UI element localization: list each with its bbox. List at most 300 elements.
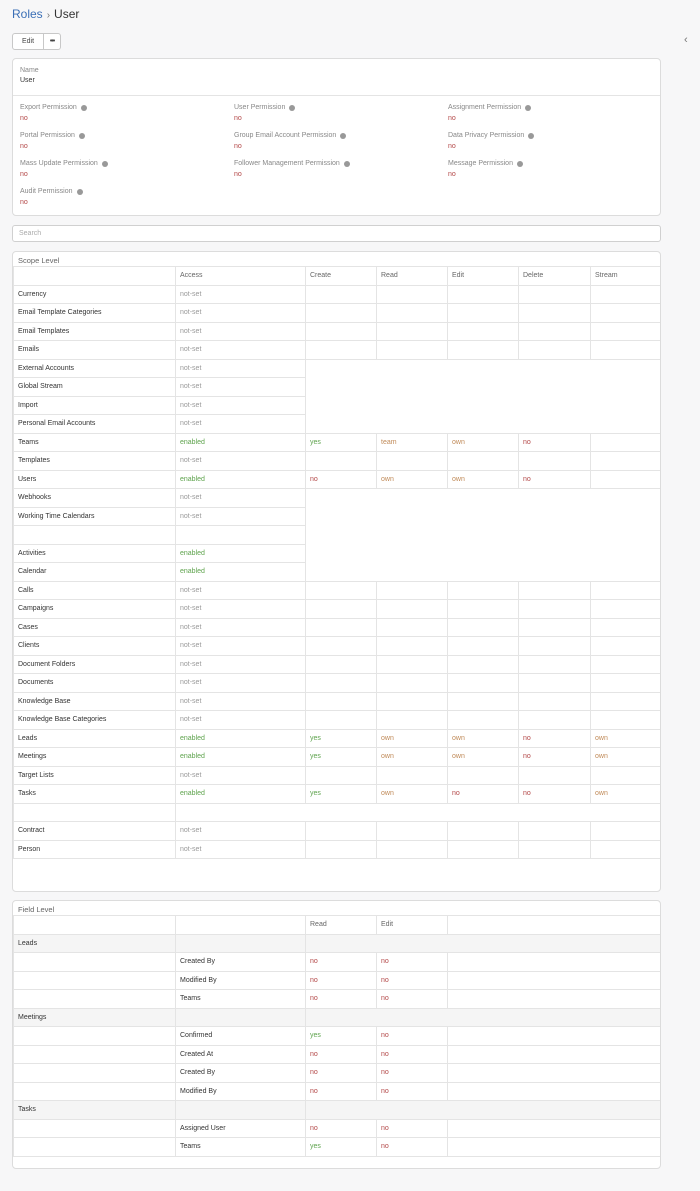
- permission-label-text: Data Privacy Permission: [448, 132, 525, 139]
- permission-label-text: Export Permission: [20, 104, 77, 111]
- field-entity-row: [14, 1101, 662, 1120]
- permission-value: no: [20, 115, 28, 122]
- scope-merged-cell: [306, 489, 662, 582]
- scope-level-cell[interactable]: [306, 322, 377, 341]
- scope-name: External Accounts: [14, 359, 176, 378]
- scope-level-cell[interactable]: own: [591, 785, 662, 804]
- scope-level-cell[interactable]: own: [377, 785, 448, 804]
- scope-name: Target Lists: [14, 766, 176, 785]
- field-edit-cell[interactable]: no: [377, 990, 448, 1009]
- scope-access[interactable]: enabled: [176, 544, 306, 563]
- field-row: [14, 953, 662, 972]
- permission-value: no: [234, 143, 242, 150]
- info-icon[interactable]: [517, 161, 523, 167]
- scope-level-cell[interactable]: [306, 766, 377, 785]
- scope-row: [14, 433, 662, 452]
- scope-level-cell[interactable]: [448, 692, 519, 711]
- scope-level-cell[interactable]: [591, 433, 662, 452]
- field-edit-cell[interactable]: no: [377, 1045, 448, 1064]
- scope-access[interactable]: not-set: [176, 600, 306, 619]
- scope-merged-cell: [306, 359, 662, 433]
- info-icon[interactable]: [528, 133, 534, 139]
- field-row-filler: [448, 1064, 662, 1083]
- field-indent-cell: [14, 971, 176, 990]
- info-icon[interactable]: [77, 189, 83, 195]
- scope-level-cell[interactable]: [591, 452, 662, 471]
- scope-level-cell[interactable]: own: [591, 729, 662, 748]
- scope-access[interactable]: not-set: [176, 378, 306, 397]
- scope-level-cell[interactable]: [591, 304, 662, 323]
- field-row-filler: [448, 1119, 662, 1138]
- permission-label: [20, 188, 83, 195]
- info-icon[interactable]: [289, 105, 295, 111]
- scope-name: Webhooks: [14, 489, 176, 508]
- field-column-header: Edit: [377, 916, 448, 935]
- scope-level-cell[interactable]: [591, 692, 662, 711]
- scope-level-cell[interactable]: [448, 452, 519, 471]
- permission-item: [448, 160, 523, 178]
- scope-access[interactable]: enabled: [176, 470, 306, 489]
- scope-name: Cases: [14, 618, 176, 637]
- field-edit-cell[interactable]: no: [377, 1082, 448, 1101]
- scope-level-cell[interactable]: [448, 285, 519, 304]
- scope-column-header: Read: [377, 267, 448, 286]
- scope-level-cell[interactable]: [519, 711, 591, 730]
- scope-row: [14, 452, 662, 471]
- scope-level-title: Scope Level: [18, 256, 60, 265]
- scope-access[interactable]: not-set: [176, 637, 306, 656]
- scope-row: [14, 285, 662, 304]
- permission-item: [234, 104, 295, 122]
- scope-level-cell[interactable]: [377, 322, 448, 341]
- scope-level-cell[interactable]: [591, 322, 662, 341]
- breadcrumb-roles-link[interactable]: Roles: [12, 7, 43, 21]
- scope-access[interactable]: not-set: [176, 452, 306, 471]
- field-edit-cell[interactable]: no: [377, 971, 448, 990]
- scope-level-cell[interactable]: own: [377, 729, 448, 748]
- permission-label-text: Assignment Permission: [448, 104, 522, 111]
- scope-access[interactable]: not-set: [176, 822, 306, 841]
- scope-row: [14, 581, 662, 600]
- info-icon[interactable]: [81, 105, 87, 111]
- scope-level-cell[interactable]: [306, 711, 377, 730]
- scope-name: Email Template Categories: [14, 304, 176, 323]
- permission-item: [234, 132, 346, 150]
- field-name: Confirmed: [176, 1027, 306, 1046]
- scope-level-cell[interactable]: [519, 692, 591, 711]
- field-read-cell[interactable]: no: [306, 1082, 377, 1101]
- scope-level-cell[interactable]: [519, 618, 591, 637]
- scope-name: Contract: [14, 822, 176, 841]
- scope-level-cell[interactable]: [306, 304, 377, 323]
- scope-access[interactable]: enabled: [176, 433, 306, 452]
- scope-header-row: [14, 267, 662, 286]
- field-name: Created At: [176, 1045, 306, 1064]
- scope-name: Email Templates: [14, 322, 176, 341]
- search-input[interactable]: Search: [12, 225, 661, 242]
- permission-label: [234, 132, 346, 139]
- info-icon[interactable]: [525, 105, 531, 111]
- scope-name: Knowledge Base Categories: [14, 711, 176, 730]
- scope-level-cell[interactable]: no: [519, 470, 591, 489]
- field-name: Modified By: [176, 1082, 306, 1101]
- scope-level-cell[interactable]: [377, 711, 448, 730]
- scope-access[interactable]: not-set: [176, 304, 306, 323]
- scope-name: Person: [14, 840, 176, 859]
- field-header-row: [14, 916, 662, 935]
- breadcrumb: [12, 7, 79, 21]
- scope-level-cell[interactable]: [377, 655, 448, 674]
- field-row: [14, 1138, 662, 1157]
- scope-row: [14, 470, 662, 489]
- scope-level-cell[interactable]: [448, 341, 519, 360]
- field-entity-name: Tasks: [14, 1101, 176, 1120]
- scope-level-cell[interactable]: [448, 711, 519, 730]
- scope-level-cell[interactable]: [306, 637, 377, 656]
- scope-level-cell[interactable]: [377, 692, 448, 711]
- chevron-left-icon[interactable]: ‹: [684, 34, 688, 46]
- field-entity-cell: [176, 1101, 306, 1120]
- scope-level-cell[interactable]: [377, 581, 448, 600]
- more-actions-button[interactable]: •••: [44, 33, 61, 50]
- scope-level-cell[interactable]: [377, 840, 448, 859]
- scope-level-table: [13, 266, 661, 859]
- field-row-filler: [448, 953, 662, 972]
- scope-column-header: Create: [306, 267, 377, 286]
- scope-column-header: Access: [176, 267, 306, 286]
- scope-row: [14, 322, 662, 341]
- scope-level-cell[interactable]: [591, 600, 662, 619]
- field-entity-row: [14, 934, 662, 953]
- permission-item: [448, 132, 534, 150]
- scope-level-cell[interactable]: no: [519, 433, 591, 452]
- field-read-cell[interactable]: no: [306, 1119, 377, 1138]
- permission-label-text: Audit Permission: [20, 188, 73, 195]
- field-entity-filler: [306, 1008, 662, 1027]
- scope-name: Templates: [14, 452, 176, 471]
- field-indent-cell: [14, 1027, 176, 1046]
- scope-level-cell[interactable]: [591, 581, 662, 600]
- scope-level-cell[interactable]: [591, 618, 662, 637]
- scope-level-cell[interactable]: own: [448, 729, 519, 748]
- scope-row: [14, 840, 662, 859]
- scope-access[interactable]: enabled: [176, 563, 306, 582]
- scope-row: [14, 341, 662, 360]
- field-entity-filler: [306, 934, 662, 953]
- scope-level-cell[interactable]: yes: [306, 433, 377, 452]
- field-row-filler: [448, 1082, 662, 1101]
- scope-level-cell[interactable]: [306, 618, 377, 637]
- scope-level-cell[interactable]: [591, 766, 662, 785]
- edit-button[interactable]: Edit: [12, 33, 44, 50]
- scope-level-cell[interactable]: own: [448, 433, 519, 452]
- field-read-cell[interactable]: yes: [306, 1138, 377, 1157]
- scope-level-cell[interactable]: [306, 452, 377, 471]
- scope-level-cell[interactable]: [377, 285, 448, 304]
- scope-level-cell[interactable]: [377, 674, 448, 693]
- field-row: [14, 990, 662, 1009]
- scope-level-cell[interactable]: [306, 285, 377, 304]
- scope-level-cell[interactable]: [448, 637, 519, 656]
- scope-row: [14, 359, 662, 378]
- field-edit-cell[interactable]: no: [377, 1119, 448, 1138]
- field-row: [14, 1027, 662, 1046]
- field-edit-cell[interactable]: no: [377, 1064, 448, 1083]
- scope-level-cell[interactable]: [519, 341, 591, 360]
- scope-level-cell[interactable]: [306, 674, 377, 693]
- permission-label-text: User Permission: [234, 104, 286, 111]
- permission-item: [20, 132, 85, 150]
- field-edit-cell[interactable]: no: [377, 953, 448, 972]
- field-edit-cell[interactable]: no: [377, 1027, 448, 1046]
- scope-name: Document Folders: [14, 655, 176, 674]
- field-entity-filler: [306, 1101, 662, 1120]
- field-name: Teams: [176, 1138, 306, 1157]
- scope-column-header: Edit: [448, 267, 519, 286]
- scope-access[interactable]: not-set: [176, 489, 306, 508]
- field-row-filler: [448, 1138, 662, 1157]
- scope-level-cell[interactable]: [591, 285, 662, 304]
- scope-level-cell[interactable]: yes: [306, 748, 377, 767]
- scope-column-header: Delete: [519, 267, 591, 286]
- field-row: [14, 1082, 662, 1101]
- scope-level-cell[interactable]: [591, 840, 662, 859]
- scope-row: [14, 822, 662, 841]
- scope-level-cell[interactable]: no: [519, 748, 591, 767]
- scope-level-cell[interactable]: [306, 581, 377, 600]
- scope-access[interactable]: enabled: [176, 729, 306, 748]
- field-header-filler: [448, 916, 662, 935]
- permission-label-text: Group Email Account Permission: [234, 132, 337, 139]
- permission-label: [20, 104, 87, 111]
- field-edit-cell[interactable]: no: [377, 1138, 448, 1157]
- scope-level-panel: [12, 251, 661, 892]
- info-icon[interactable]: [79, 133, 85, 139]
- scope-access[interactable]: not-set: [176, 581, 306, 600]
- scope-name: Personal Email Accounts: [14, 415, 176, 434]
- scope-level-cell[interactable]: [377, 618, 448, 637]
- scope-level-cell[interactable]: [519, 600, 591, 619]
- scope-level-cell[interactable]: [519, 452, 591, 471]
- scope-level-cell[interactable]: [519, 766, 591, 785]
- field-row: [14, 1045, 662, 1064]
- field-row: [14, 971, 662, 990]
- scope-access[interactable]: not-set: [176, 285, 306, 304]
- permission-label-text: Message Permission: [448, 160, 513, 167]
- permission-item: [234, 160, 350, 178]
- field-entity-name: Leads: [14, 934, 176, 953]
- scope-level-cell[interactable]: [448, 304, 519, 323]
- scope-level-cell[interactable]: [448, 581, 519, 600]
- scope-level-cell[interactable]: [306, 822, 377, 841]
- scope-level-cell[interactable]: [591, 674, 662, 693]
- field-column-header: [176, 916, 306, 935]
- scope-access[interactable]: not-set: [176, 359, 306, 378]
- scope-access[interactable]: not-set: [176, 396, 306, 415]
- field-level-table: [13, 915, 661, 1157]
- scope-access[interactable]: not-set: [176, 711, 306, 730]
- scope-level-cell[interactable]: [448, 655, 519, 674]
- scope-level-cell[interactable]: [377, 822, 448, 841]
- scope-row: [14, 304, 662, 323]
- scope-name: Currency: [14, 285, 176, 304]
- scope-name: Campaigns: [14, 600, 176, 619]
- info-icon[interactable]: [340, 133, 346, 139]
- scope-spacer-row: [14, 803, 662, 822]
- scope-access[interactable]: [176, 526, 306, 545]
- scope-level-cell[interactable]: own: [377, 470, 448, 489]
- permission-label-text: Portal Permission: [20, 132, 75, 139]
- field-row-filler: [448, 971, 662, 990]
- scope-row: [14, 729, 662, 748]
- field-row: [14, 1064, 662, 1083]
- field-read-cell[interactable]: yes: [306, 1027, 377, 1046]
- breadcrumb-separator: ›: [46, 10, 51, 21]
- permission-label: [20, 132, 85, 139]
- scope-level-cell[interactable]: [519, 822, 591, 841]
- scope-name: Calendar: [14, 563, 176, 582]
- scope-level-cell[interactable]: [591, 711, 662, 730]
- scope-level-cell[interactable]: own: [448, 748, 519, 767]
- scope-level-cell[interactable]: [306, 600, 377, 619]
- scope-access[interactable]: not-set: [176, 415, 306, 434]
- scope-access[interactable]: not-set: [176, 618, 306, 637]
- field-indent-cell: [14, 1138, 176, 1157]
- field-indent-cell: [14, 990, 176, 1009]
- scope-access[interactable]: not-set: [176, 766, 306, 785]
- scope-name: Clients: [14, 637, 176, 656]
- scope-access[interactable]: not-set: [176, 322, 306, 341]
- scope-access[interactable]: enabled: [176, 748, 306, 767]
- scope-level-cell[interactable]: own: [377, 748, 448, 767]
- field-indent-cell: [14, 953, 176, 972]
- scope-level-cell[interactable]: no: [448, 785, 519, 804]
- field-read-cell[interactable]: no: [306, 1045, 377, 1064]
- scope-level-cell[interactable]: [591, 341, 662, 360]
- field-read-cell[interactable]: no: [306, 1064, 377, 1083]
- scope-level-cell[interactable]: [377, 637, 448, 656]
- scope-name: Import: [14, 396, 176, 415]
- scope-level-cell[interactable]: [448, 766, 519, 785]
- scope-level-cell[interactable]: [448, 600, 519, 619]
- scope-level-cell[interactable]: [591, 470, 662, 489]
- scope-row: [14, 600, 662, 619]
- scope-level-cell[interactable]: [448, 674, 519, 693]
- scope-level-cell[interactable]: [377, 341, 448, 360]
- scope-access[interactable]: not-set: [176, 507, 306, 526]
- permission-item: [448, 104, 531, 122]
- info-icon[interactable]: [344, 161, 350, 167]
- scope-level-cell[interactable]: no: [306, 470, 377, 489]
- field-row-filler: [448, 1045, 662, 1064]
- scope-level-cell[interactable]: [377, 304, 448, 323]
- scope-level-cell[interactable]: [591, 822, 662, 841]
- scope-level-cell[interactable]: [591, 637, 662, 656]
- scope-level-cell[interactable]: [519, 840, 591, 859]
- scope-name: Meetings: [14, 748, 176, 767]
- scope-level-cell[interactable]: [448, 618, 519, 637]
- scope-access[interactable]: not-set: [176, 674, 306, 693]
- permission-label: [448, 160, 523, 167]
- permission-value: no: [20, 143, 28, 150]
- scope-level-cell[interactable]: [591, 655, 662, 674]
- field-read-cell[interactable]: no: [306, 971, 377, 990]
- scope-row: [14, 674, 662, 693]
- info-icon[interactable]: [102, 161, 108, 167]
- scope-row: [14, 489, 662, 508]
- scope-level-cell[interactable]: [519, 655, 591, 674]
- field-name: Created By: [176, 1064, 306, 1083]
- name-value: User: [20, 77, 35, 84]
- scope-level-cell[interactable]: no: [519, 729, 591, 748]
- scope-level-cell[interactable]: no: [519, 785, 591, 804]
- field-indent-cell: [14, 1082, 176, 1101]
- field-read-cell[interactable]: no: [306, 990, 377, 1009]
- scope-level-cell[interactable]: [306, 655, 377, 674]
- scope-level-cell[interactable]: yes: [306, 729, 377, 748]
- permission-label: [448, 132, 534, 139]
- scope-level-cell[interactable]: team: [377, 433, 448, 452]
- scope-level-cell[interactable]: [519, 285, 591, 304]
- scope-access[interactable]: not-set: [176, 655, 306, 674]
- field-level-title: Field Level: [18, 905, 55, 914]
- field-name: Created By: [176, 953, 306, 972]
- scope-level-cell[interactable]: [306, 692, 377, 711]
- permission-label-text: Follower Management Permission: [234, 160, 340, 167]
- scope-level-cell[interactable]: [377, 766, 448, 785]
- scope-name: Calls: [14, 581, 176, 600]
- scope-level-cell[interactable]: [519, 674, 591, 693]
- scope-level-cell[interactable]: own: [448, 470, 519, 489]
- scope-level-cell[interactable]: [377, 600, 448, 619]
- scope-level-cell[interactable]: [377, 452, 448, 471]
- field-name: Modified By: [176, 971, 306, 990]
- scope-level-cell[interactable]: [519, 637, 591, 656]
- scope-level-cell[interactable]: [448, 840, 519, 859]
- scope-level-cell[interactable]: own: [591, 748, 662, 767]
- scope-level-cell[interactable]: [519, 322, 591, 341]
- permission-value: no: [234, 171, 242, 178]
- scope-row: [14, 655, 662, 674]
- field-entity-name: Meetings: [14, 1008, 176, 1027]
- scope-column-header: Stream: [591, 267, 662, 286]
- scope-name: Leads: [14, 729, 176, 748]
- scope-access[interactable]: not-set: [176, 341, 306, 360]
- scope-row: [14, 748, 662, 767]
- scope-row: [14, 711, 662, 730]
- field-row-filler: [448, 1027, 662, 1046]
- field-row: [14, 1119, 662, 1138]
- scope-level-cell[interactable]: [448, 822, 519, 841]
- scope-access[interactable]: not-set: [176, 840, 306, 859]
- field-name: Teams: [176, 990, 306, 1009]
- scope-level-cell[interactable]: [306, 341, 377, 360]
- permission-item: [20, 160, 108, 178]
- permission-item: [20, 188, 83, 206]
- scope-level-cell[interactable]: [519, 581, 591, 600]
- scope-access[interactable]: not-set: [176, 692, 306, 711]
- scope-level-cell[interactable]: [306, 840, 377, 859]
- scope-level-cell[interactable]: [448, 322, 519, 341]
- scope-access[interactable]: enabled: [176, 785, 306, 804]
- field-read-cell[interactable]: no: [306, 953, 377, 972]
- scope-level-cell[interactable]: [519, 304, 591, 323]
- field-indent-cell: [14, 1045, 176, 1064]
- field-name: Assigned User: [176, 1119, 306, 1138]
- scope-row: [14, 692, 662, 711]
- field-column-header: [14, 916, 176, 935]
- scope-level-cell[interactable]: yes: [306, 785, 377, 804]
